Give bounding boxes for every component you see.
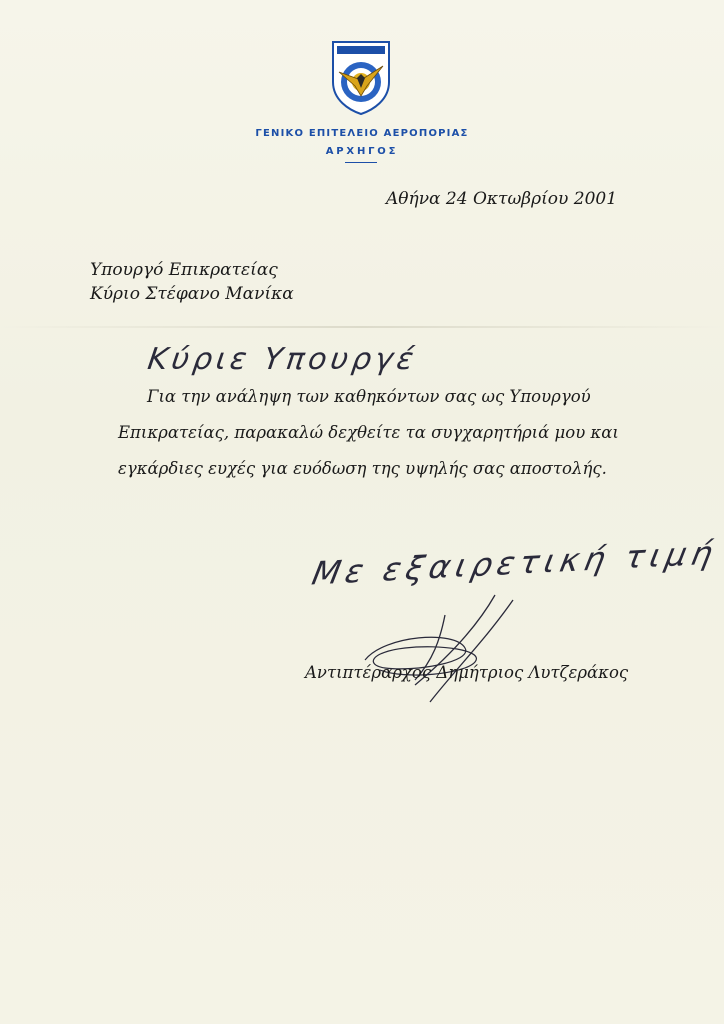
signer-name: Αντιπτέραρχος Δημήτριος Λυτζεράκος <box>305 663 629 682</box>
body-line-3: εγκάρδιες ευχές για ευόδωση της υψηλής σας αποστολής. <box>118 459 607 478</box>
recipient-title: Υπουργό Επικρατείας <box>90 260 278 280</box>
recipient-name: Κύριο Στέφανο Μανίκα <box>90 284 294 304</box>
office-title: ΑΡΧΗΓΟΣ <box>325 146 399 157</box>
office-underline <box>345 162 377 163</box>
air-force-shield-icon <box>327 38 395 116</box>
handwritten-salutation: Κύριε Υπουργέ <box>145 342 420 377</box>
letter-date: Αθήνα 24 Οκτωβρίου 2001 <box>386 189 618 209</box>
paper-fold-line <box>0 326 724 328</box>
handwritten-closing: Με εξαιρετική τιμή <box>308 533 721 593</box>
body-line-1: Για την ανάληψη των καθηκόντων σας ως Υπουργού <box>147 387 591 406</box>
signature <box>345 590 535 705</box>
body-line-2: Επικρατείας, παρακαλώ δεχθείτε τα συγχαρητήριά μου και <box>118 423 619 442</box>
organization-name: ΓΕΝΙΚΟ ΕΠΙΤΕΛΕΙΟ ΑΕΡΟΠΟΡΙΑΣ <box>255 128 469 139</box>
